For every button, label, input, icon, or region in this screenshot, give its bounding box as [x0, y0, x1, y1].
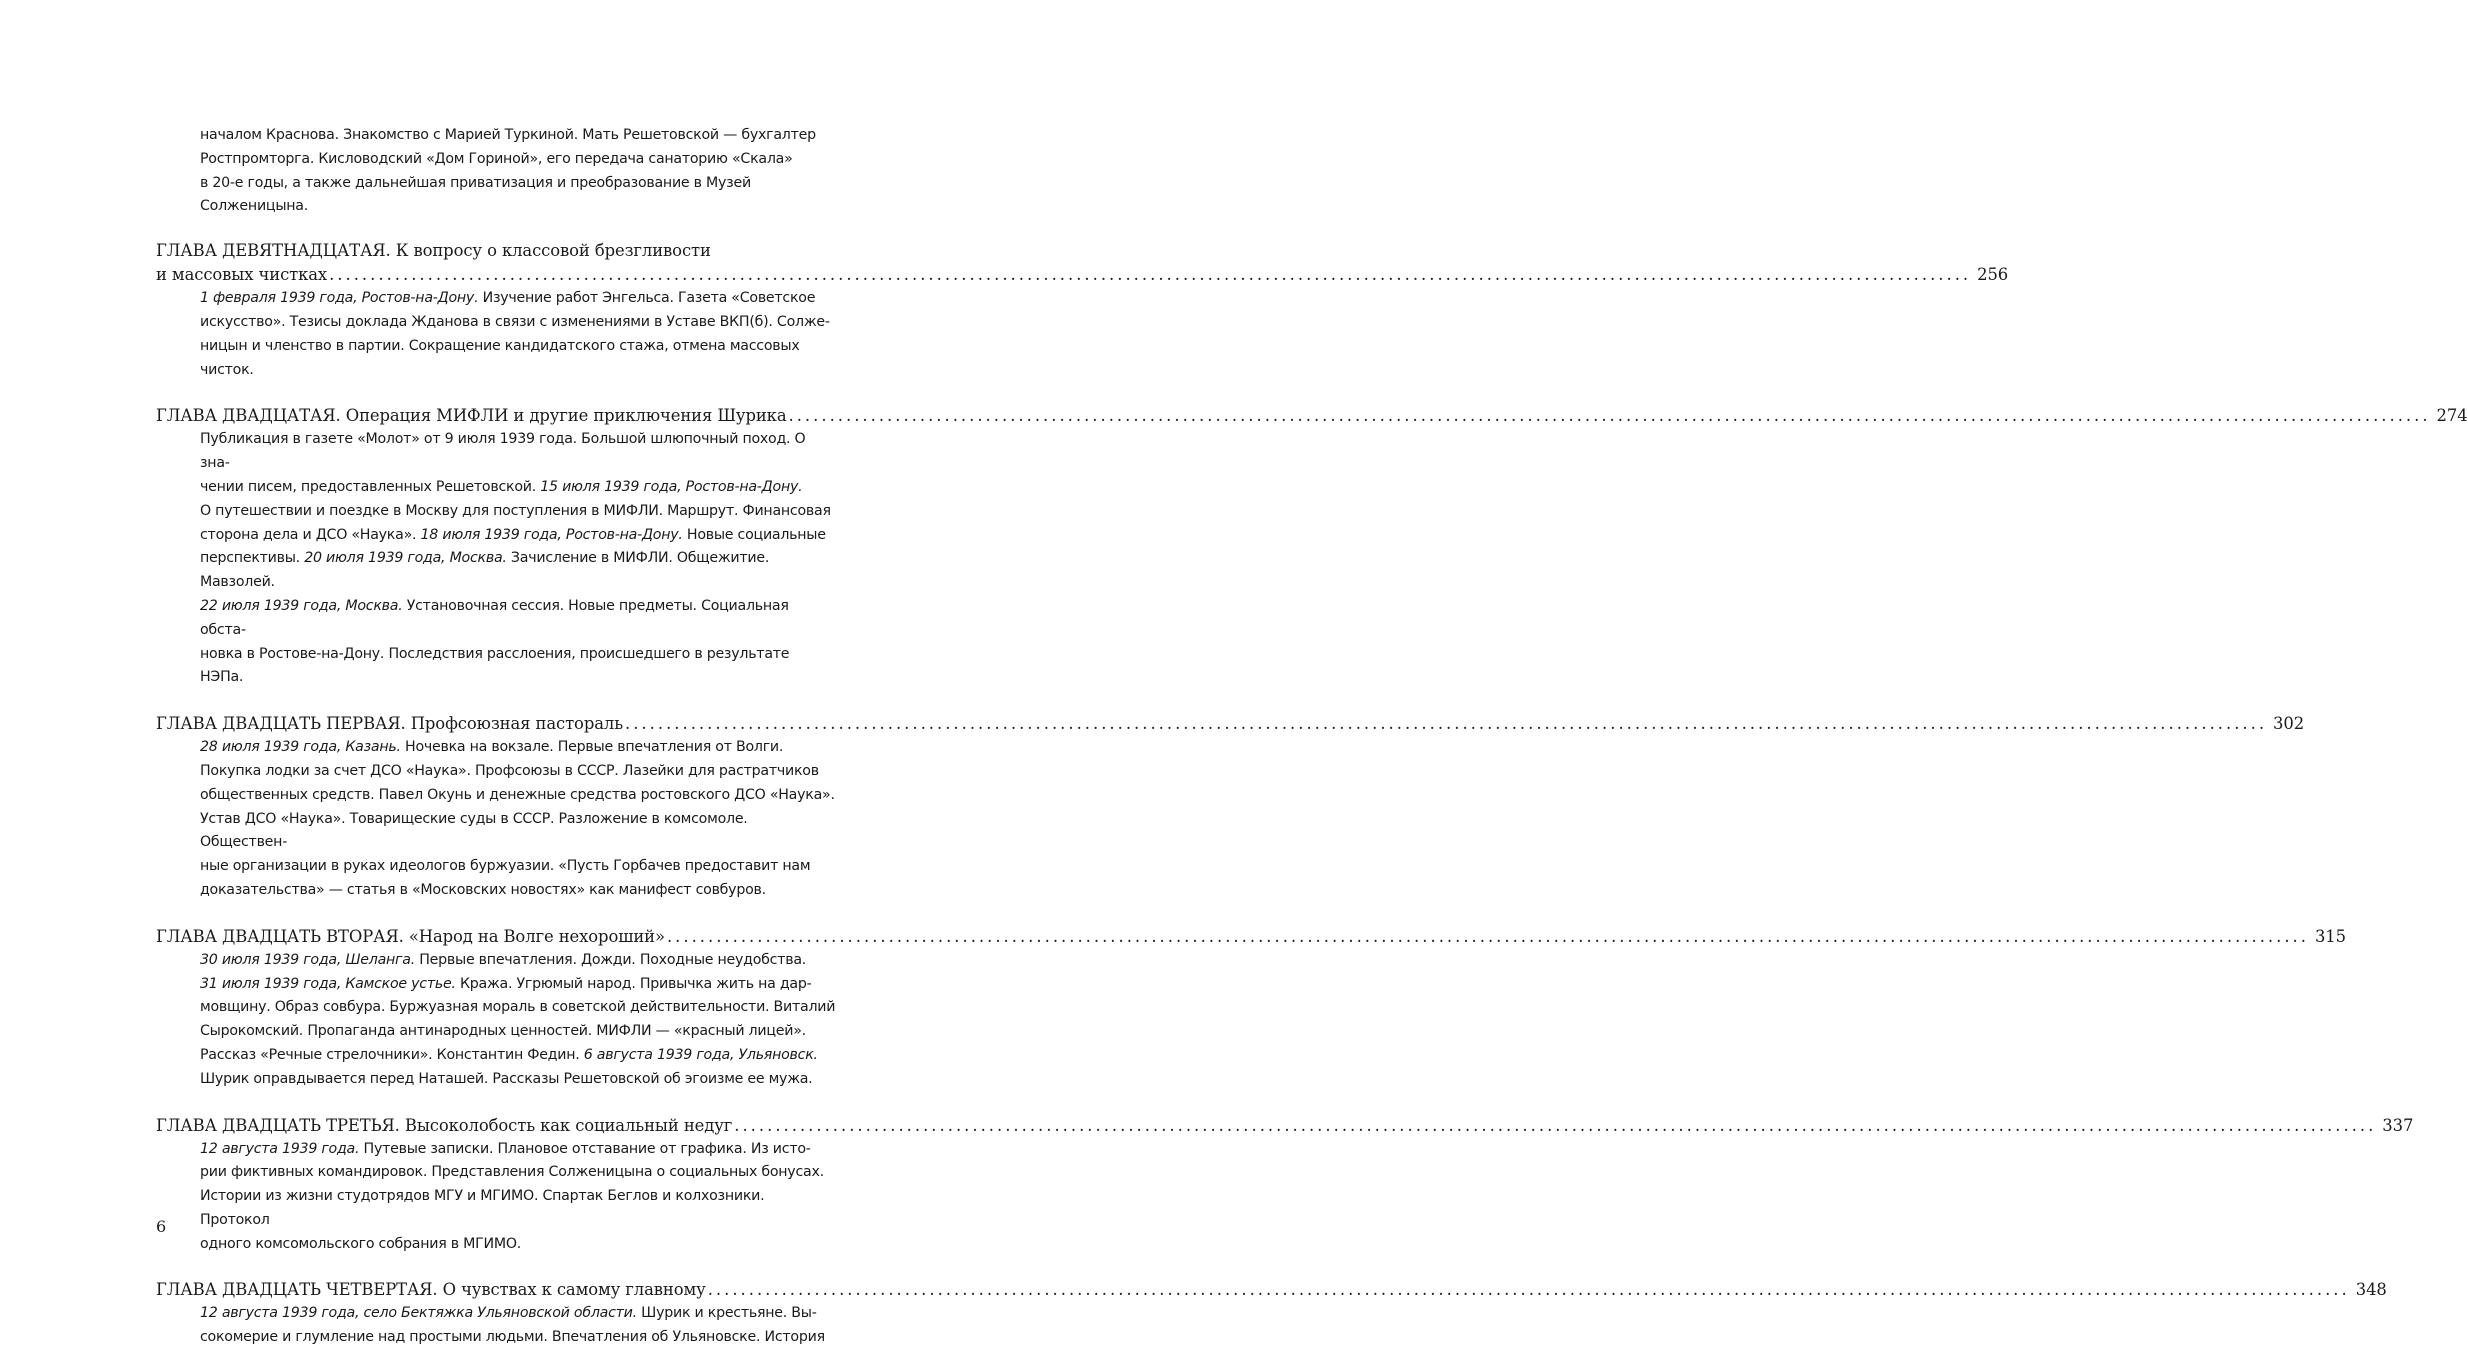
chapter-title: ГЛАВА ДВАДЦАТЬ ТРЕТЬЯ. Высоколобость как социальный недуг: [156, 1115, 733, 1135]
summary-line: [200, 1138, 836, 1162]
leader-dots: ........................................................................................................................................................................................................: [707, 1280, 2350, 1300]
chapter-title-line: [156, 404, 2468, 428]
summary-line: [200, 1326, 836, 1350]
summary-text: О путешествии и поездке в Москву для поступления в МИФЛИ. Маршрут. Финансовая: [200, 502, 831, 519]
summary-line: [200, 476, 836, 500]
chapter-page-number: 348: [2355, 1280, 2387, 1300]
summary-line: [200, 879, 836, 903]
toc-entry: [156, 712, 2305, 903]
summary-line: [200, 996, 836, 1020]
summary-line: [200, 784, 836, 808]
summary-text: Кража. Угрюмый народ. Привычка жить на дар-: [455, 975, 812, 992]
chapter-title-line: [156, 925, 2346, 949]
page-number: 6: [156, 1217, 167, 1236]
chapter-page-number: 337: [2382, 1115, 2414, 1135]
summary-text: Сырокомский. Пропаганда антинародных ценностей. МИФЛИ — «красный лицей».: [200, 1023, 806, 1040]
summary-line: [200, 1020, 836, 1044]
date-place-italic: 6 августа 1939 года, Ульяновск.: [583, 1046, 818, 1063]
chapter-page-number: 315: [2314, 926, 2346, 946]
chapter-page-number: 256: [1977, 265, 2009, 285]
leader-dots: ........................................................................................................................................................................................................: [666, 926, 2309, 946]
chapter-title: ГЛАВА ДВАДЦАТЬ ЧЕТВЕРТАЯ. О чувствах к самому главному: [156, 1280, 706, 1300]
summary-line: [200, 1161, 836, 1185]
chapter-page-number: 274: [2436, 406, 2468, 426]
summary-text: Первые впечатления. Дожди. Походные неудобства.: [414, 951, 807, 968]
summary-text: Истории из жизни студотрядов МГУ и МГИМО. Спартак Беглов и колхозники. Протокол: [200, 1188, 765, 1228]
toc-entry: [156, 1278, 2387, 1350]
summary-text: сторона дела и ДСО «Наука».: [200, 526, 421, 543]
summary-text: Ночевка на вокзале. Первые впечатления от Волги.: [400, 739, 784, 756]
chapter-page-number: 302: [2273, 714, 2305, 734]
summary-text: мовщину. Образ совбура. Буржуазная мораль в советской действительности. Виталий: [200, 999, 836, 1016]
summary-line: [200, 287, 836, 311]
intro-continuation: [156, 124, 836, 219]
summary-text: Шурик и крестьяне. Вы-: [636, 1305, 817, 1322]
summary-text: чении писем, предоставленных Решетовской.: [200, 478, 541, 495]
summary-text: новка в Ростове-на-Дону. Последствия расслоения, происшедшего в результате НЭПа.: [200, 645, 790, 686]
intro-line: Ростпромторга. Кисловодский «Дом Гориной», его передача санаторию «Скала»: [200, 150, 793, 167]
chapter-title-line: ГЛАВА ДЕВЯТНАДЦАТАЯ. К вопросу о классовой брезгливости: [156, 241, 711, 261]
chapter-title: ГЛАВА ДВАДЦАТАЯ. Операция МИФЛИ и другие приключения Шурика: [156, 406, 787, 426]
summary-text: общественных средств. Павел Окунь и денежные средства ростовского ДСО «Наука».: [200, 786, 835, 803]
summary-text: доказательства» — статья в «Московских новостях» как манифест совбуров.: [200, 881, 766, 898]
summary-line: [200, 855, 836, 879]
summary-text: одного комсомольского собрания в МГИМО.: [200, 1235, 522, 1252]
summary-line: [200, 500, 836, 524]
summary-text: Устав ДСО «Наука». Товарищеские суды в СССР. Разложение в комсомоле. Обществен-: [200, 810, 748, 851]
summary-text: Установочная сессия. Новые предметы. Социальная обста-: [200, 597, 789, 638]
summary-text: Изучение работ Энгельса. Газета «Советское: [478, 290, 816, 307]
chapter-summary: [156, 1302, 836, 1350]
date-place-italic: 22 июля 1939 года, Москва.: [200, 597, 403, 614]
summary-text: сокомерие и глумление над простыми людьми. Впечатления об Ульяновске. История: [200, 1329, 825, 1346]
summary-text: Зачисление в МИФЛИ. Общежитие. Мавзолей.: [200, 550, 770, 591]
date-place-italic: 28 июля 1939 года, Казань.: [200, 739, 401, 756]
summary-line: [200, 1185, 836, 1233]
summary-line: [200, 428, 836, 476]
summary-text: Шурик оправдывается перед Наташей. Рассказы Решетовской об эгоизме ее мужа.: [200, 1070, 813, 1087]
date-place-italic: 18 июля 1939 года, Ростов-на-Дону.: [420, 526, 683, 543]
leader-dots: ........................................................................................................................................................................................................: [734, 1115, 2377, 1135]
date-place-italic: 31 июля 1939 года, Камское устье.: [200, 975, 456, 992]
summary-line: [200, 1068, 836, 1092]
chapter-title-line: [156, 1278, 2387, 1302]
toc-entry: [156, 404, 2468, 690]
summary-line: [200, 1302, 836, 1326]
summary-line: [200, 547, 836, 595]
summary-text: перспективы.: [200, 550, 305, 567]
summary-line: [200, 643, 836, 691]
date-place-italic: 30 июля 1939 года, Шеланга.: [200, 951, 415, 968]
chapter-summary: [156, 949, 836, 1092]
chapter-summary: [156, 287, 836, 382]
summary-line: [200, 949, 836, 973]
table-of-contents: [156, 124, 2468, 1350]
summary-text: Новые социальные: [682, 526, 826, 543]
summary-text: ницын и членство в партии. Сокращение кандидатского стажа, отмена массовых чисток.: [200, 337, 800, 378]
summary-text: Путевые записки. Плановое отставание от графика. Из исто-: [359, 1140, 811, 1157]
summary-line: [200, 311, 836, 335]
summary-text: рии фиктивных командировок. Представления Солженицына о социальных бонусах.: [200, 1164, 824, 1181]
summary-line: [200, 760, 836, 784]
date-place-italic: 20 июля 1939 года, Москва.: [304, 550, 507, 567]
toc-entry: [156, 925, 2346, 1092]
summary-text: Рассказ «Речные стрелочники». Константин Федин.: [200, 1046, 584, 1063]
summary-line: [200, 524, 836, 548]
summary-text: Покупка лодки за счет ДСО «Наука». Профсоюзы в СССР. Лазейки для растратчиков: [200, 762, 819, 779]
summary-line: [200, 736, 836, 760]
date-place-italic: 12 августа 1939 года.: [200, 1140, 360, 1157]
date-place-italic: 1 февраля 1939 года, Ростов-на-Дону.: [200, 290, 479, 307]
chapter-summary: [156, 428, 836, 690]
leader-dots: ........................................................................................................................................................................................................: [329, 265, 1972, 285]
leader-dots: ........................................................................................................................................................................................................: [625, 714, 2268, 734]
chapter-title-line: [156, 1114, 2414, 1138]
summary-line: [200, 335, 836, 383]
intro-line: началом Краснова. Знакомство с Марией Туркиной. Мать Решетовской — бухгалтер: [200, 127, 816, 143]
summary-text: ные организации в руках идеологов буржуазии. «Пусть Горбачев предоставит нам: [200, 858, 811, 875]
toc-entry: [156, 239, 2009, 382]
chapter-summary: [156, 1138, 836, 1257]
summary-line: [200, 1044, 836, 1068]
toc-entry: [156, 1114, 2414, 1257]
intro-line: в 20-е годы, а также дальнейшая приватизация и преобразование в Музей Солженицына.: [200, 174, 751, 215]
chapter-list: [156, 239, 2468, 1350]
chapter-title-line: [156, 263, 2009, 287]
summary-line: [200, 595, 836, 643]
summary-line: [200, 808, 836, 856]
summary-text: искусство». Тезисы доклада Жданова в связи с изменениями в Уставе ВКП(б). Солже-: [200, 313, 830, 330]
date-place-italic: 12 августа 1939 года, село Бектяжка Ульяновской области.: [200, 1305, 637, 1322]
chapter-title: ГЛАВА ДВАДЦАТЬ ВТОРАЯ. «Народ на Волге нехороший»: [156, 926, 665, 946]
chapter-title: и массовых чистках: [156, 265, 328, 285]
date-place-italic: 15 июля 1939 года, Ростов-на-Дону.: [540, 478, 803, 495]
chapter-summary: [156, 736, 836, 903]
leader-dots: ........................................................................................................................................................................................................: [788, 406, 2431, 426]
chapter-title: ГЛАВА ДВАДЦАТЬ ПЕРВАЯ. Профсоюзная пастораль: [156, 714, 624, 734]
summary-line: [200, 1233, 836, 1257]
summary-line: [200, 973, 836, 997]
summary-text: Публикация в газете «Молот» от 9 июля 1939 года. Большой шлюпочный поход. О зна-: [200, 431, 806, 472]
chapter-title-line: [156, 712, 2305, 736]
